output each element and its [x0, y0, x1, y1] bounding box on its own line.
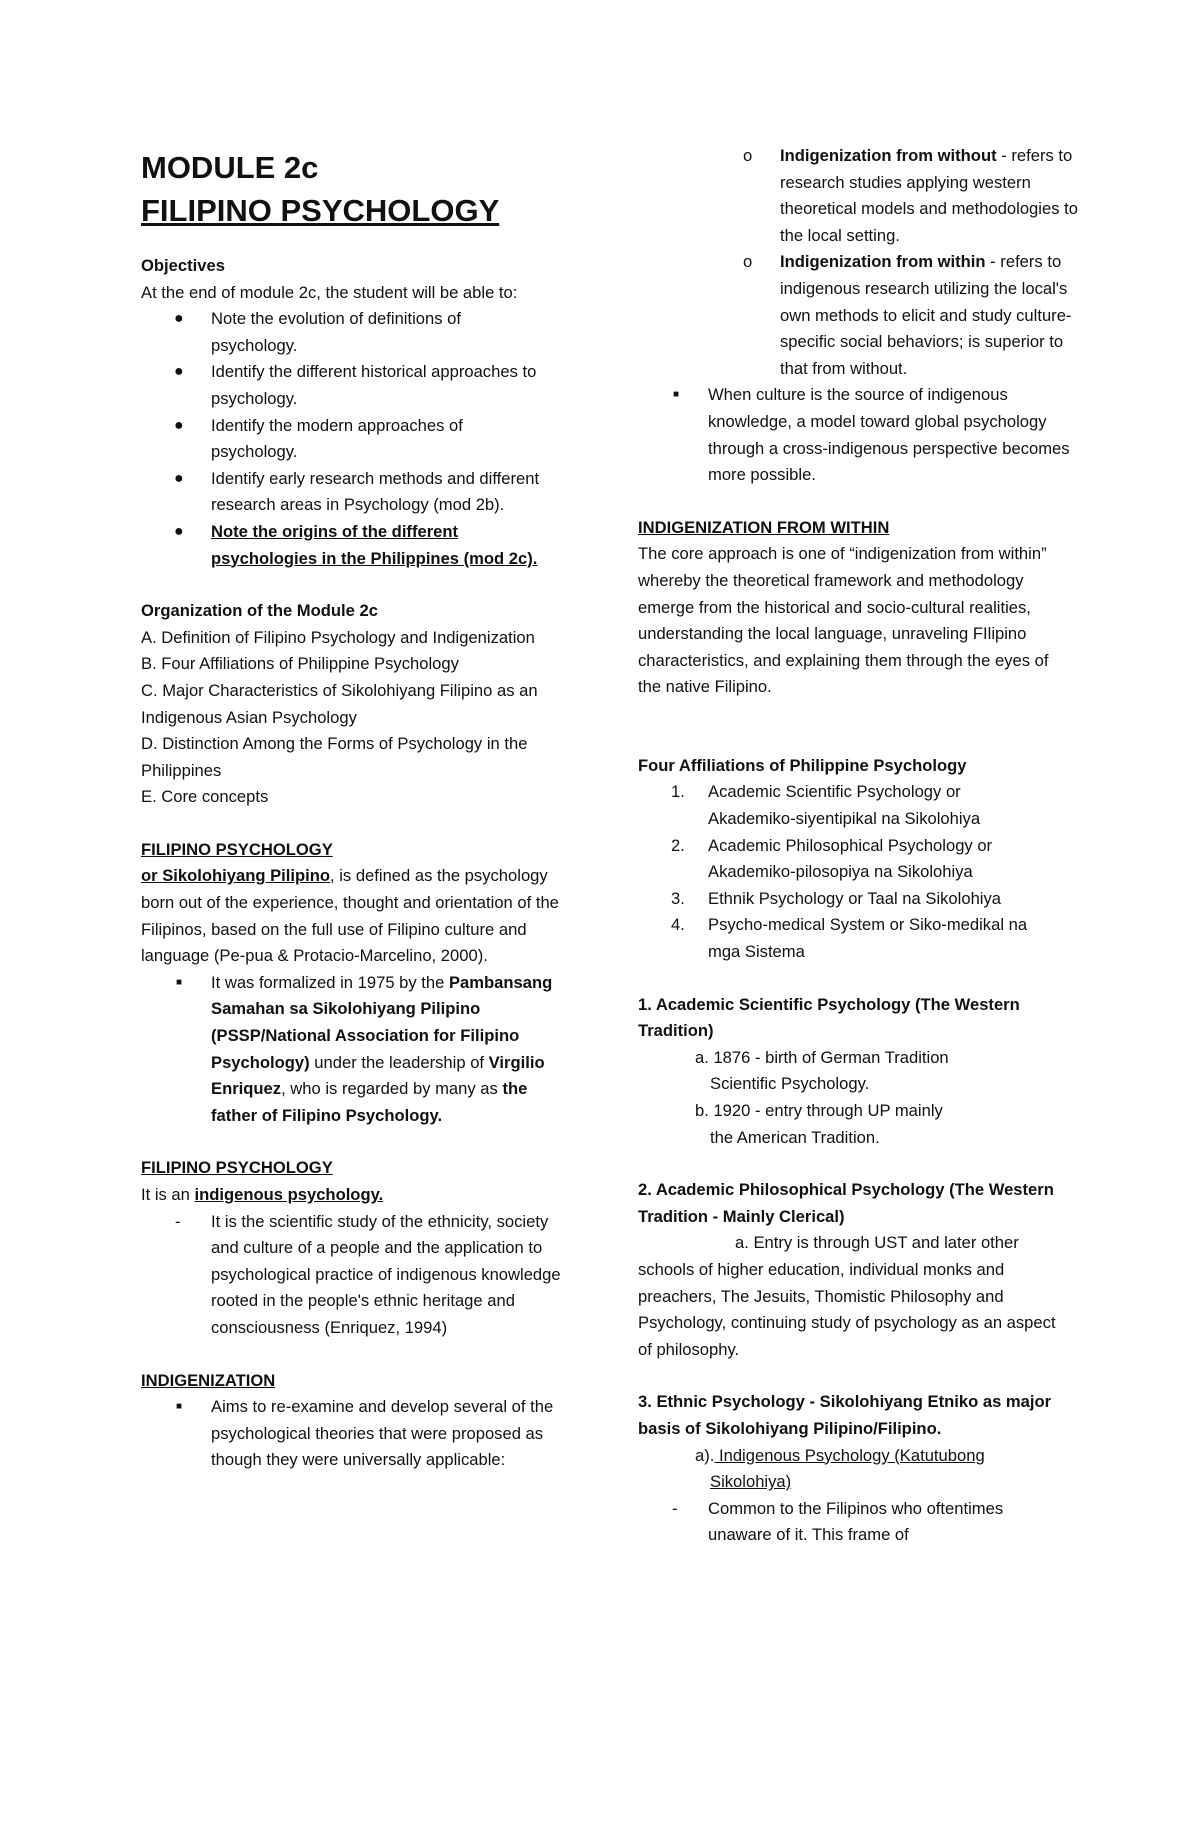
dash-icon: -	[672, 1498, 678, 1518]
list-item: 2. Academic Philosophical Psychology or Akademiko-pilosopiya na Sikolohiya	[671, 835, 993, 882]
square-bullet-icon: ■	[176, 976, 183, 988]
four-affiliations-heading: Four Affiliations of Philippine Psychology	[638, 755, 967, 775]
square-bullet-icon: ■	[673, 389, 680, 401]
bullet-icon: ●	[174, 416, 184, 434]
bullet-icon: ●	[174, 310, 184, 328]
ep-a-item: a). Indigenous Psychology (Katutubong Sikolohiya)	[695, 1445, 985, 1492]
organization-heading: Organization of the Module 2c	[141, 601, 378, 621]
list-item: 3. Ethnik Psychology or Taal na Sikolohiya	[671, 888, 1002, 908]
filipino-psychology-heading: FILIPINO PSYCHOLOGY	[141, 839, 333, 859]
list-item: - It is the scientific study of the ethnicity, society and culture of a people and the application to psychological practice of indigenous knowledge rooted in the people's ethnic heritage and consciousness (Enriquez, 1994)	[141, 1209, 571, 1342]
list-item: ■ When culture is the source of indigenous knowledge, a model toward global psychology through a cross-indigenous perspective becomes more possible.	[638, 382, 1078, 488]
list-item: B. Four Affiliations of Philippine Psychology	[141, 654, 459, 674]
objectives-heading: Objectives	[141, 256, 225, 275]
list-item: ■ It was formalized in 1975 by the Pambansang Samahan sa Sikolohiyang Pilipino (PSSP/National Association for Filipino Psychology) under the leadership of Virgilio Enriquez, who is regarded by many as the father of Filipino Psychology.	[141, 970, 571, 1130]
list-item: C. Major Characteristics of Sikolohiyang Filipino as an Indigenous Asian Psychology	[141, 680, 538, 727]
asp-b-line1: b. 1920 - entry through UP mainly	[695, 1101, 943, 1120]
list-item: ■ Aims to re-examine and develop several of the psychological theories that were proposed as though they were universally applicable:	[141, 1394, 571, 1474]
list-item: - Common to the Filipinos who oftentimes unaware of it. This frame of	[638, 1496, 1058, 1549]
list-item: A. Definition of Filipino Psychology and Indigenization	[141, 627, 535, 647]
asp-a-line2: Scientific Psychology.	[710, 1074, 870, 1094]
list-item: ● Identify the different historical approaches to psychology.	[141, 359, 551, 412]
left-column	[141, 148, 571, 1474]
module-title: MODULE 2c	[141, 150, 319, 185]
circle-bullet-icon: o	[743, 252, 753, 272]
bullet-icon: ●	[174, 469, 184, 487]
list-item: 1. Academic Scientific Psychology or Akademiko-siyentipikal na Sikolohiya	[671, 782, 981, 829]
asp-b-line2: the American Tradition.	[710, 1127, 880, 1147]
asp-heading: 1. Academic Scientific Psychology (The Western Tradition)	[638, 994, 1020, 1041]
list-item: E. Core concepts	[141, 787, 269, 807]
module-subtitle: FILIPINO PSYCHOLOGY	[141, 193, 500, 228]
organization-list	[141, 625, 571, 811]
list-item: ● Identify the modern approaches of psychology.	[141, 413, 551, 466]
list-item: o Indigenization from within - refers to indigenous research utilizing the local's own methods to elicit and study culture-specific social behaviors; is superior to that from without.	[638, 249, 1078, 382]
app-text: a. Entry is through UST and later other schools of higher education, individual monks and preachers, The Jesuits, Thomistic Philosophy and Psychology, continuing study of psychology as an aspect of philosophy.	[638, 1233, 1056, 1359]
list-item: o Indigenization from without - refers to research studies applying western theoretical models and methodologies to the local setting.	[638, 143, 1078, 249]
square-bullet-icon: ■	[176, 1401, 183, 1413]
indigenization-heading: INDIGENIZATION	[141, 1370, 276, 1390]
ep-heading: 3. Ethnic Psychology - Sikolohiyang Etniko as major basis of Sikolohiyang Pilipino/Filipino.	[638, 1392, 1052, 1438]
filipino-psychology-heading-2: FILIPINO PSYCHOLOGY	[141, 1158, 333, 1178]
circle-bullet-icon: o	[743, 146, 753, 165]
list-item: D. Distinction Among the Forms of Psychology in the Philippines	[141, 734, 528, 780]
dash-icon: -	[175, 1211, 181, 1231]
bullet-icon: ●	[174, 363, 184, 381]
objectives-list	[141, 306, 571, 572]
list-item: ● Identify early research methods and different research areas in Psychology (mod 2b).	[141, 466, 551, 519]
four-affiliations-list	[638, 779, 1078, 965]
list-item: 4. Psycho-medical System or Siko-medikal na mga Sistema	[671, 915, 1028, 962]
filipino-psychology-definition: or Sikolohiyang Pilipino, is defined as the psychology born out of the experience, thought and orientation of the Filipinos, based on the full use of Filipino culture and language (Pe-pua & Protacio-Marcelino, 2000).	[141, 866, 559, 966]
list-item: ● Note the evolution of definitions of psychology.	[141, 306, 551, 359]
asp-a-line1: a. 1876 - birth of German Tradition	[695, 1047, 949, 1067]
right-column	[638, 143, 1078, 1549]
bullet-icon: ●	[174, 522, 184, 540]
indigenous-psychology-line: It is an indigenous psychology.	[141, 1185, 384, 1204]
app-heading: 2. Academic Philosophical Psychology (The Western Tradition - Mainly Clerical)	[638, 1180, 1054, 1226]
list-item: ● Note the origins of the different psychologies in the Philippines (mod 2c).	[141, 519, 551, 572]
objectives-intro: At the end of module 2c, the student will be able to:	[141, 282, 518, 302]
ifw-text: The core approach is one of “indigenization from within” whereby the theoretical framework and methodology emerge from the historical and socio-cultural realities, understanding the local language, unraveling FIlipino characteristics, and explaining them through the eyes of the native Filipino.	[638, 544, 1049, 697]
ifw-heading: INDIGENIZATION FROM WITHIN	[638, 517, 890, 537]
